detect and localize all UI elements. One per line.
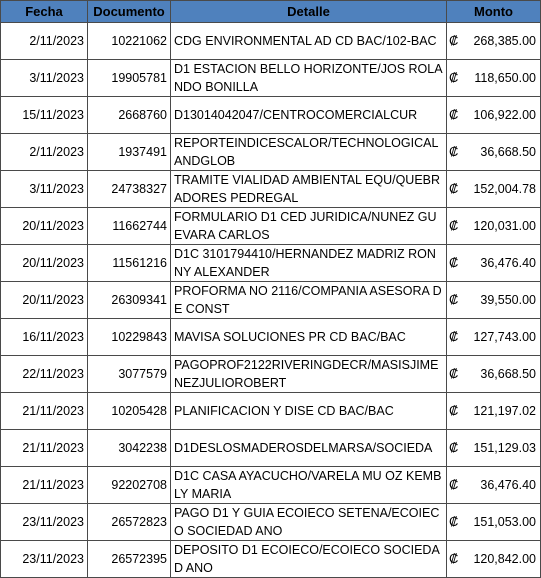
monto-value: 268,385.00 [473, 34, 536, 48]
monto-value: 36,668.50 [480, 367, 536, 381]
table-row [1, 208, 541, 245]
cell-detalle: PROFORMA NO 2116/COMPANIA ASESORA DE CONST [171, 282, 447, 319]
cell-documento: 10221062 [88, 23, 171, 60]
currency-symbol: ₡ [449, 292, 459, 307]
currency-symbol: ₡ [449, 181, 459, 196]
currency-symbol: ₡ [449, 107, 459, 122]
cell-fecha: 23/11/2023 [1, 504, 88, 541]
monto-value: 36,668.50 [480, 145, 536, 159]
cell-fecha: 2/11/2023 [1, 23, 88, 60]
cell-documento: 19905781 [88, 60, 171, 97]
table-row [1, 467, 541, 504]
cell-monto [447, 393, 541, 430]
cell-detalle: D1C 3101794410/HERNANDEZ MADRIZ RONNY ALEXANDER [171, 245, 447, 282]
cell-fecha: 23/11/2023 [1, 541, 88, 578]
cell-fecha: 21/11/2023 [1, 467, 88, 504]
cell-documento: 11662744 [88, 208, 171, 245]
currency-symbol: ₡ [449, 329, 459, 344]
cell-fecha: 20/11/2023 [1, 208, 88, 245]
cell-detalle: PAGOPROF2122RIVERINGDECR/MASISJIMENEZJULIOROBERT [171, 356, 447, 393]
cell-documento: 3077579 [88, 356, 171, 393]
cell-detalle: PAGO D1 Y GUIA ECOIECO SETENA/ECOIECO SOCIEDAD ANO [171, 504, 447, 541]
cell-monto [447, 541, 541, 578]
monto-value: 120,031.00 [473, 219, 536, 233]
cell-fecha: 3/11/2023 [1, 171, 88, 208]
cell-monto [447, 60, 541, 97]
header-documento: Documento [88, 1, 171, 23]
currency-symbol: ₡ [449, 144, 459, 159]
cell-detalle: MAVISA SOLUCIONES PR CD BAC/BAC [171, 319, 447, 356]
cell-fecha: 20/11/2023 [1, 245, 88, 282]
cell-documento: 10205428 [88, 393, 171, 430]
table-row [1, 23, 541, 60]
monto-value: 36,476.40 [480, 256, 536, 270]
monto-value: 127,743.00 [473, 330, 536, 344]
monto-value: 118,650.00 [474, 71, 536, 85]
cell-documento: 92202708 [88, 467, 171, 504]
cell-documento: 10229843 [88, 319, 171, 356]
cell-detalle: REPORTEINDICESCALOR/TECHNOLOGICALANDGLOB [171, 134, 447, 171]
monto-value: 106,922.00 [473, 108, 536, 122]
currency-symbol: ₡ [449, 366, 459, 381]
table-row [1, 134, 541, 171]
cell-monto [447, 356, 541, 393]
cell-fecha: 16/11/2023 [1, 319, 88, 356]
currency-symbol: ₡ [449, 255, 459, 270]
table-row [1, 393, 541, 430]
currency-symbol: ₡ [449, 551, 459, 566]
header-fecha: Fecha [1, 1, 88, 23]
table-row [1, 97, 541, 134]
monto-value: 39,550.00 [480, 293, 536, 307]
cell-detalle: D1C CASA AYACUCHO/VARELA MU OZ KEMBLY MARIA [171, 467, 447, 504]
cell-detalle: CDG ENVIRONMENTAL AD CD BAC/102-BAC [171, 23, 447, 60]
currency-symbol: ₡ [449, 70, 459, 85]
cell-detalle: D1 ESTACION BELLO HORIZONTE/JOS ROLANDO BONILLA [171, 60, 447, 97]
currency-symbol: ₡ [449, 477, 459, 492]
cell-monto [447, 134, 541, 171]
cell-detalle: D13014042047/CENTROCOMERCIALCUR [171, 97, 447, 134]
cell-documento: 26572823 [88, 504, 171, 541]
cell-monto [447, 504, 541, 541]
cell-documento: 3042238 [88, 430, 171, 467]
cell-detalle: DEPOSITO D1 ECOIECO/ECOIECO SOCIEDAD ANO [171, 541, 447, 578]
cell-detalle: D1DESLOSMADEROSDELMARSA/SOCIEDA [171, 430, 447, 467]
monto-value: 120,842.00 [473, 552, 536, 566]
cell-monto [447, 319, 541, 356]
cell-monto [447, 97, 541, 134]
table-row [1, 430, 541, 467]
table-row [1, 282, 541, 319]
cell-fecha: 21/11/2023 [1, 393, 88, 430]
monto-value: 151,053.00 [473, 515, 536, 529]
cell-fecha: 21/11/2023 [1, 430, 88, 467]
currency-symbol: ₡ [449, 218, 459, 233]
monto-value: 36,476.40 [480, 478, 536, 492]
header-detalle: Detalle [171, 1, 447, 23]
cell-documento: 11561216 [88, 245, 171, 282]
cell-documento: 26572395 [88, 541, 171, 578]
cell-fecha: 20/11/2023 [1, 282, 88, 319]
cell-fecha: 2/11/2023 [1, 134, 88, 171]
table-row [1, 319, 541, 356]
cell-documento: 2668760 [88, 97, 171, 134]
header-monto: Monto [447, 1, 541, 23]
currency-symbol: ₡ [449, 403, 459, 418]
header-row [1, 1, 541, 23]
cell-detalle: PLANIFICACION Y DISE CD BAC/BAC [171, 393, 447, 430]
table-row [1, 245, 541, 282]
table-row [1, 171, 541, 208]
table-row [1, 504, 541, 541]
monto-value: 152,004.78 [473, 182, 536, 196]
cell-monto [447, 171, 541, 208]
monto-value: 151,129.03 [473, 441, 536, 455]
cell-documento: 1937491 [88, 134, 171, 171]
currency-symbol: ₡ [449, 440, 459, 455]
cell-monto [447, 430, 541, 467]
cell-detalle: TRAMITE VIALIDAD AMBIENTAL EQU/QUEBRADORES PEDREGAL [171, 171, 447, 208]
cell-documento: 24738327 [88, 171, 171, 208]
cell-documento: 26309341 [88, 282, 171, 319]
cell-monto [447, 208, 541, 245]
cell-fecha: 15/11/2023 [1, 97, 88, 134]
currency-symbol: ₡ [449, 33, 459, 48]
table-row [1, 60, 541, 97]
table-row [1, 541, 541, 578]
cell-monto [447, 23, 541, 60]
cell-fecha: 22/11/2023 [1, 356, 88, 393]
cell-monto [447, 245, 541, 282]
cell-fecha: 3/11/2023 [1, 60, 88, 97]
monto-value: 121,197.02 [473, 404, 536, 418]
table-row [1, 356, 541, 393]
cell-monto [447, 282, 541, 319]
cell-monto [447, 467, 541, 504]
currency-symbol: ₡ [449, 514, 459, 529]
cell-detalle: FORMULARIO D1 CED JURIDICA/NUNEZ GUEVARA CARLOS [171, 208, 447, 245]
